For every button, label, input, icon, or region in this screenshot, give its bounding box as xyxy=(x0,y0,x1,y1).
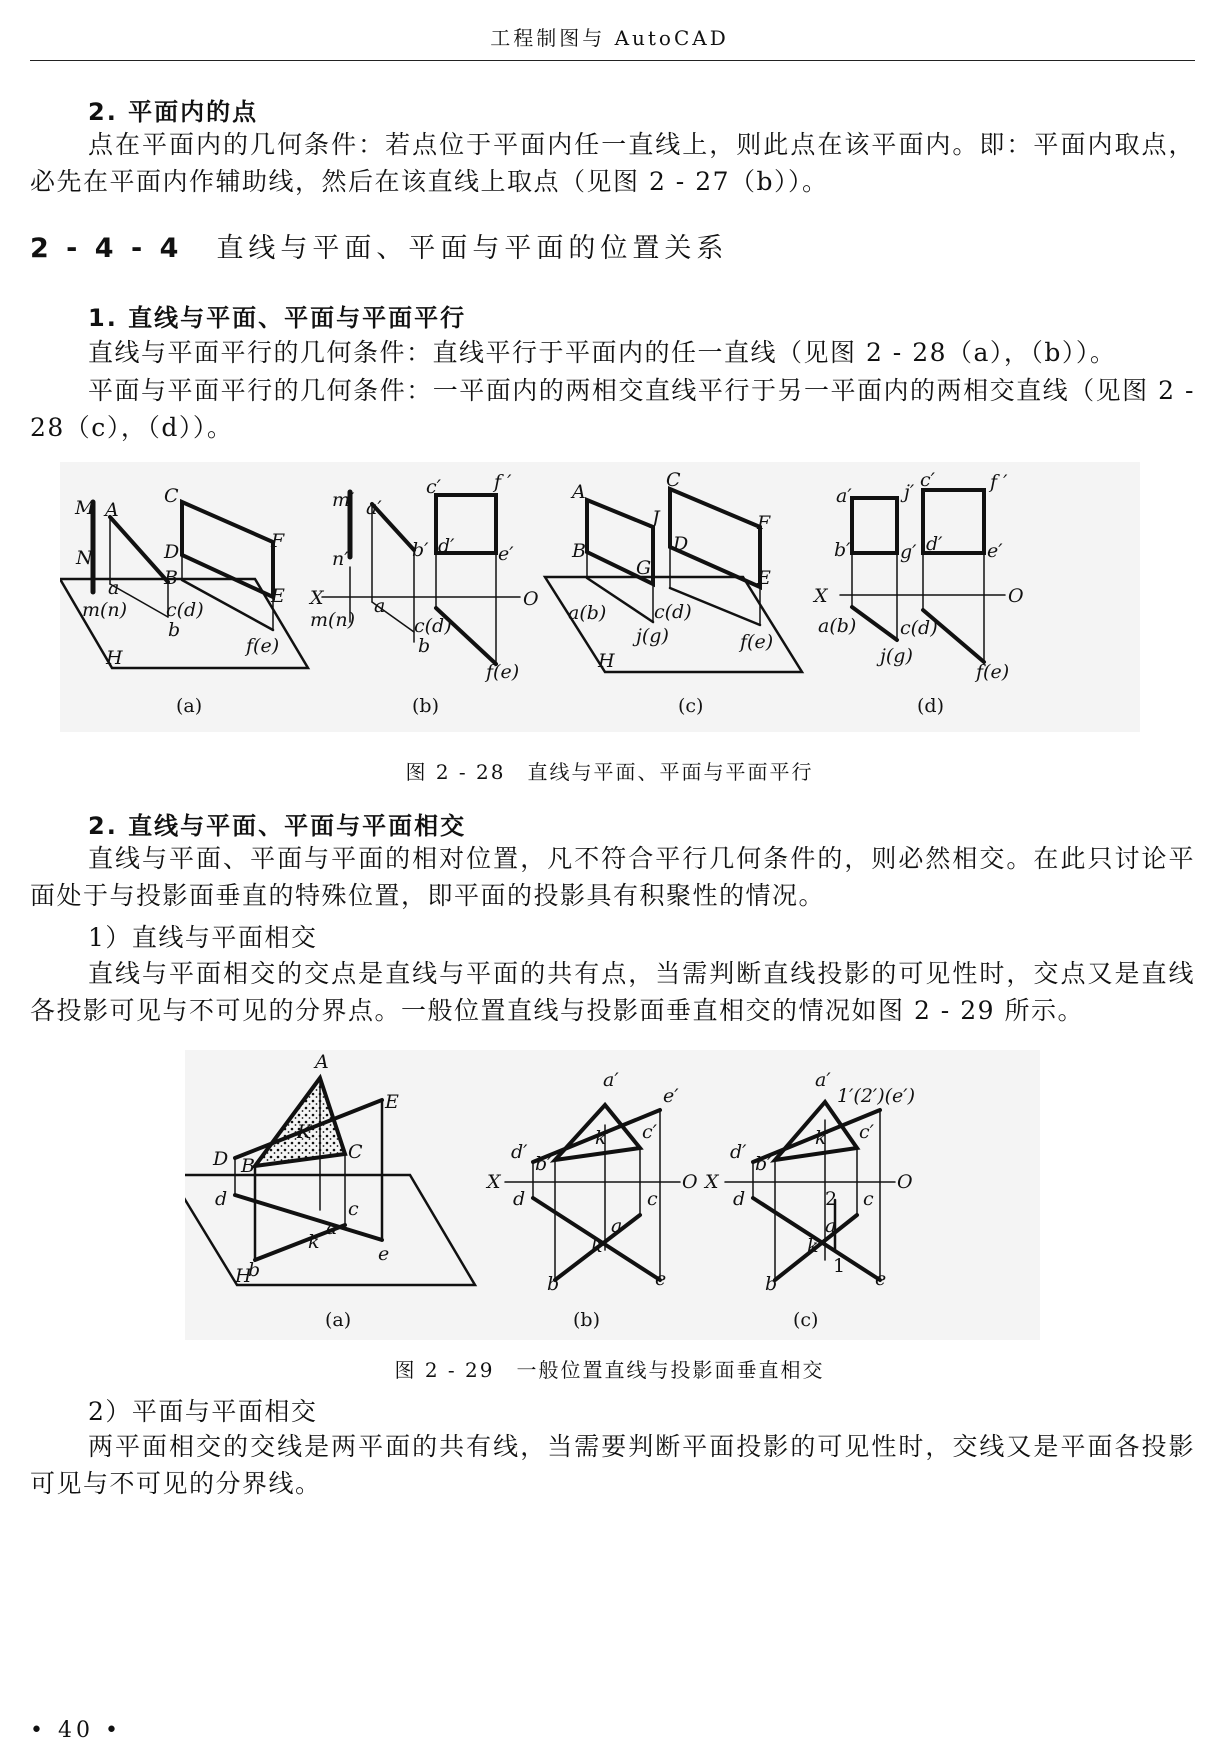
fig-label: E xyxy=(271,585,285,607)
fig-label: b xyxy=(765,1273,778,1295)
fig29-b-caption: (b) xyxy=(573,1309,600,1331)
fig-label: m(n) xyxy=(310,609,356,631)
fig-label: M xyxy=(75,497,95,519)
fig-label: n′ xyxy=(332,548,349,570)
fig-label: d′ xyxy=(926,533,943,555)
fig-label: b xyxy=(248,1259,261,1281)
fig-label: O xyxy=(682,1171,698,1193)
page-number: • 40 • xyxy=(30,1718,122,1743)
fig-label: E xyxy=(757,567,771,589)
fig-label: f ′ xyxy=(990,471,1008,493)
fig-label: d xyxy=(513,1188,526,1210)
subsection-heading: 2. 平面内的点 xyxy=(88,98,259,126)
fig-label: k′ xyxy=(815,1127,831,1149)
fig-label: g′ xyxy=(900,541,917,563)
fig-label: a xyxy=(825,1215,837,1237)
fig-label: a(b) xyxy=(568,602,607,624)
fig-label: b xyxy=(547,1273,560,1295)
fig-label: F xyxy=(757,512,771,534)
fig-label: C xyxy=(666,469,681,491)
fig-label: c′ xyxy=(920,469,935,491)
fig-label: A xyxy=(315,1051,329,1073)
fig-label: c(d) xyxy=(900,617,938,639)
fig-label: c′ xyxy=(642,1121,657,1143)
fig-label: f ′ xyxy=(494,471,512,493)
fig-label: a′ xyxy=(603,1069,619,1091)
fig-label: d xyxy=(215,1188,228,1210)
fig28-d-caption: (d) xyxy=(917,695,944,717)
fig-label: m′ xyxy=(332,489,355,511)
fig-label: f(e) xyxy=(246,635,280,657)
fig-label: f(e) xyxy=(486,661,520,683)
fig-label: a′ xyxy=(815,1069,831,1091)
fig-label: H xyxy=(106,647,123,669)
paragraph: 直线与平面相交的交点是直线与平面的共有点，当需判断直线投影的可见性时，交点又是直线各投影可见与不可见的分界点。一般位置直线与投影面垂直相交的情况如图 2 - 29 所示。 xyxy=(30,959,1195,1025)
fig-label: 1 xyxy=(833,1255,846,1277)
fig-label: b xyxy=(418,635,431,657)
fig-label: X xyxy=(814,585,828,607)
fig-label: A xyxy=(105,499,119,521)
fig-label: C xyxy=(348,1141,363,1163)
fig-label: D xyxy=(673,533,689,555)
fig-label: f(e) xyxy=(740,631,774,653)
fig-label: e xyxy=(378,1243,390,1265)
fig-label: c xyxy=(647,1188,658,1210)
fig-label: e′ xyxy=(663,1085,679,1107)
fig-label: 2 xyxy=(825,1188,838,1210)
paragraph: 两平面相交的交线是两平面的共有线，当需要判断平面投影的可见性时，交线又是平面各投影可见与不可见的分界线。 xyxy=(30,1432,1195,1498)
fig-label: d′ xyxy=(511,1141,528,1163)
fig-label: k xyxy=(308,1231,320,1253)
figure-caption: 图 2 - 29 一般位置直线与投影面垂直相交 xyxy=(394,1358,825,1382)
fig-label: B xyxy=(164,567,178,589)
fig-label: d′ xyxy=(438,535,455,557)
fig-label: e xyxy=(655,1268,667,1290)
fig-label: a xyxy=(374,595,386,617)
paragraph: 点在平面内的几何条件：若点位于平面内任一直线上，则此点在该平面内。即：平面内取点，必先在平面内作辅助线，然后在该直线上取点（见图 2 - 27（b））。 xyxy=(30,130,1195,196)
fig-label: b xyxy=(168,619,181,641)
fig-label: b′ xyxy=(834,539,851,561)
fig-label: J xyxy=(652,507,660,529)
fig-label: e′ xyxy=(987,540,1003,562)
fig-label: c′ xyxy=(426,476,441,498)
fig-label: a′ xyxy=(836,485,852,507)
sub-heading: 2）平面与平面相交 xyxy=(88,1397,318,1426)
fig-label: X xyxy=(487,1171,501,1193)
paragraph: 直线与平面、平面与平面的相对位置，凡不符合平行几何条件的，则必然相交。在此只讨论平面处于与投影面垂直的特殊位置，即平面的投影具有积聚性的情况。 xyxy=(30,844,1195,910)
fig-label: k xyxy=(807,1235,819,1257)
fig-label: k′ xyxy=(595,1127,611,1149)
fig-label: c(d) xyxy=(414,615,452,637)
fig-label: O xyxy=(523,588,539,610)
sub-heading: 1）直线与平面相交 xyxy=(88,923,318,952)
fig-label: X xyxy=(310,587,324,609)
fig-label: G xyxy=(636,557,652,579)
fig-label: H xyxy=(598,650,615,672)
section-number: 2 - 4 - 4 xyxy=(30,233,183,264)
fig-label: F xyxy=(271,530,285,552)
fig-label: b′ xyxy=(755,1153,772,1175)
fig-label: K xyxy=(297,1121,312,1143)
subsection-heading: 1. 直线与平面、平面与平面平行 xyxy=(88,304,467,332)
paragraph: 直线与平面平行的几何条件：直线平行于平面内的任一直线（见图 2 - 28（a），（b））。 xyxy=(88,338,1117,367)
fig-label: c xyxy=(348,1198,359,1220)
fig-label: X xyxy=(705,1171,719,1193)
fig-label: a xyxy=(611,1215,623,1237)
figure-caption: 图 2 - 28 直线与平面、平面与平面平行 xyxy=(405,760,814,784)
figure-2-29 xyxy=(185,1050,1040,1340)
fig-label: D xyxy=(164,541,180,563)
fig-label: a xyxy=(326,1217,338,1239)
fig-label: j(g) xyxy=(636,625,669,647)
fig-label: b′ xyxy=(412,539,429,561)
fig-label: a xyxy=(108,577,120,599)
fig-label: c′ xyxy=(859,1121,874,1143)
fig-label: B xyxy=(241,1155,255,1177)
fig-label: a(b) xyxy=(818,615,857,637)
fig-label: E xyxy=(385,1091,399,1113)
fig-label: e′ xyxy=(498,543,514,565)
fig-label: j′ xyxy=(904,481,915,503)
fig-label: c(d) xyxy=(654,601,692,623)
fig-label: O xyxy=(897,1171,913,1193)
fig28-b-caption: (b) xyxy=(412,695,439,717)
fig28-c-caption: (c) xyxy=(678,695,704,717)
fig-label: B xyxy=(572,540,586,562)
subsection-heading: 2. 直线与平面、平面与平面相交 xyxy=(88,812,467,840)
fig-label: C xyxy=(164,485,179,507)
fig28-a-caption: (a) xyxy=(176,695,203,717)
fig-label: c(d) xyxy=(166,599,204,621)
fig29-c-caption: (c) xyxy=(793,1309,819,1331)
running-header: 工程制图与 AutoCAD xyxy=(490,26,729,50)
section-heading xyxy=(30,226,728,265)
fig-label: H xyxy=(235,1265,252,1287)
fig-label: 1′(2′)(e′) xyxy=(837,1085,916,1107)
fig-label: f(e) xyxy=(976,661,1010,683)
fig-label: a′ xyxy=(366,497,382,519)
header-rule xyxy=(30,60,1195,61)
fig-label: k xyxy=(591,1235,603,1257)
fig-label: d′ xyxy=(730,1141,747,1163)
fig-label: e xyxy=(875,1268,887,1290)
fig-label: j(g) xyxy=(880,645,913,667)
fig-label: m(n) xyxy=(82,599,128,621)
fig-label: N xyxy=(76,547,93,569)
section-title: 直线与平面、平面与平面的位置关系 xyxy=(216,233,729,264)
paragraph: 平面与平面平行的几何条件：一平面内的两相交直线平行于另一平面内的两相交直线（见图 2 - 28（c），（d））。 xyxy=(30,376,1195,442)
fig-label: d xyxy=(733,1188,746,1210)
fig-label: O xyxy=(1008,585,1024,607)
fig-label: b′ xyxy=(535,1153,552,1175)
fig-label: D xyxy=(213,1148,229,1170)
figure-2-28 xyxy=(60,462,1140,732)
fig-label: c xyxy=(863,1188,874,1210)
fig-label: A xyxy=(572,481,586,503)
fig29-a-caption: (a) xyxy=(325,1309,352,1331)
